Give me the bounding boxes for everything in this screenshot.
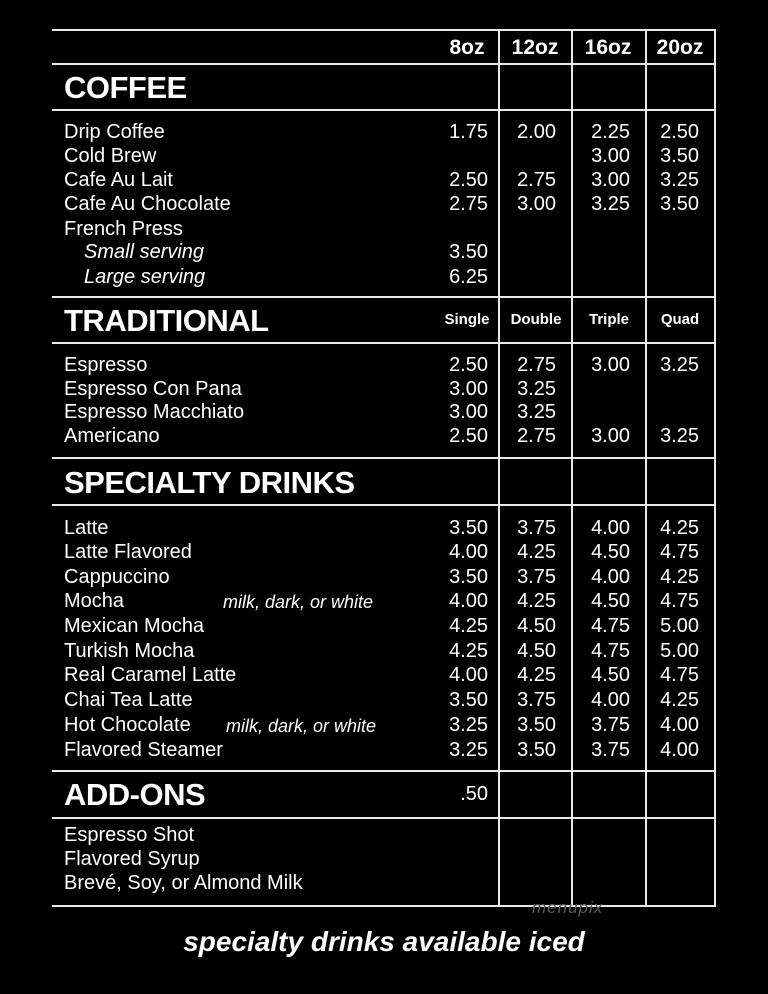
price: 4.50 <box>517 615 556 637</box>
price: 4.75 <box>660 541 699 563</box>
price: 3.75 <box>591 714 630 736</box>
price: 3.50 <box>449 566 488 588</box>
price: 4.00 <box>591 566 630 588</box>
price: 3.25 <box>591 193 630 215</box>
rule-coffee-end <box>52 296 716 298</box>
price: 3.50 <box>449 241 488 263</box>
price: 3.50 <box>517 739 556 761</box>
price: 3.00 <box>591 354 630 376</box>
menu-item: Turkish Mocha <box>64 640 195 662</box>
price: 2.50 <box>449 425 488 447</box>
menu-item: Hot Chocolate <box>64 714 191 736</box>
price: 4.00 <box>449 541 488 563</box>
price: 4.00 <box>591 689 630 711</box>
size-header-12oz: 12oz <box>511 36 559 59</box>
price: 2.75 <box>517 169 556 191</box>
price: 6.25 <box>449 266 488 288</box>
price: 4.00 <box>591 517 630 539</box>
menu-item: Mocha <box>64 590 125 612</box>
rule-specialty-end <box>52 770 716 772</box>
menu-item: Espresso Macchiato <box>64 401 245 423</box>
rule-specialty-title <box>52 504 716 506</box>
price: 4.25 <box>517 590 556 612</box>
price: 3.25 <box>660 425 699 447</box>
price: 3.25 <box>517 401 556 423</box>
price: 4.00 <box>449 590 488 612</box>
price: 2.75 <box>517 425 556 447</box>
section-title-traditional: TRADITIONAL <box>64 303 269 338</box>
menu-item: Drip Coffee <box>64 121 165 143</box>
menu-item: Latte <box>64 517 109 539</box>
price: 1.75 <box>449 121 488 143</box>
price: 3.75 <box>517 517 556 539</box>
price: 4.75 <box>591 615 630 637</box>
price: 4.50 <box>591 664 630 686</box>
price: 3.00 <box>591 145 630 167</box>
menu-item: Cafe Au Chocolate <box>64 193 231 215</box>
price: 4.50 <box>517 640 556 662</box>
menu-item: Espresso Con Pana <box>64 378 242 400</box>
price: 3.25 <box>660 169 699 191</box>
price: 4.25 <box>449 615 488 637</box>
price: 2.50 <box>449 169 488 191</box>
price: 3.75 <box>517 566 556 588</box>
size-header-16oz: 16oz <box>584 36 632 59</box>
price: 2.25 <box>591 121 630 143</box>
rule-addons-title <box>52 817 716 819</box>
price: 2.75 <box>517 354 556 376</box>
price: 3.25 <box>449 714 488 736</box>
column-divider <box>714 29 716 907</box>
rule-coffee-title <box>52 109 716 111</box>
menu-item: Flavored Steamer <box>64 739 223 761</box>
price: 3.50 <box>517 714 556 736</box>
price: 4.75 <box>660 664 699 686</box>
price: 5.00 <box>660 615 699 637</box>
price: 3.00 <box>517 193 556 215</box>
rule-traditional-title <box>52 342 716 344</box>
menu-item: Flavored Syrup <box>64 848 200 870</box>
price: 3.50 <box>660 193 699 215</box>
price: 3.25 <box>449 739 488 761</box>
price: 2.00 <box>517 121 556 143</box>
price: 4.50 <box>591 590 630 612</box>
rule-top <box>52 29 716 31</box>
menu-item: Cafe Au Lait <box>64 169 173 191</box>
menu-item-option: Large serving <box>84 266 206 288</box>
menu-item: Brevé, Soy, or Almond Milk <box>64 872 303 894</box>
price: 3.75 <box>517 689 556 711</box>
footer-note: specialty drinks available iced <box>183 926 585 957</box>
price: 4.00 <box>660 714 699 736</box>
menu-item: Real Caramel Latte <box>64 664 237 686</box>
menu-item: Espresso Shot <box>64 824 195 846</box>
price: 4.75 <box>591 640 630 662</box>
menu-item: Chai Tea Latte <box>64 689 193 711</box>
menu-item: Mexican Mocha <box>64 615 205 637</box>
price: 4.50 <box>591 541 630 563</box>
addons-price: .50 <box>460 783 488 805</box>
menu-item: Cappuccino <box>64 566 170 588</box>
price: 2.50 <box>660 121 699 143</box>
price: 3.75 <box>591 739 630 761</box>
price: 3.50 <box>449 689 488 711</box>
section-title-addons: ADD-ONS <box>64 777 206 812</box>
price: 3.50 <box>449 517 488 539</box>
price: 3.00 <box>449 378 488 400</box>
price: 2.50 <box>449 354 488 376</box>
price: 3.00 <box>591 169 630 191</box>
size-header-8oz: 8oz <box>449 36 485 59</box>
price: 4.25 <box>660 566 699 588</box>
rule-traditional-end <box>52 457 716 459</box>
item-note: milk, dark, or white <box>223 592 374 612</box>
price: 4.25 <box>517 664 556 686</box>
price: 4.00 <box>449 664 488 686</box>
price: 3.00 <box>449 401 488 423</box>
item-note: milk, dark, or white <box>226 716 377 736</box>
watermark: menupix <box>532 898 604 917</box>
price: 3.50 <box>660 145 699 167</box>
size-header-quad: Quad <box>660 311 700 328</box>
price: 3.00 <box>591 425 630 447</box>
column-divider <box>498 29 500 907</box>
size-header-double: Double <box>510 311 562 328</box>
price: 2.75 <box>449 193 488 215</box>
rule-header-bottom <box>52 63 716 65</box>
section-title-specialty: SPECIALTY DRINKS <box>64 465 355 500</box>
rule-bottom <box>52 905 716 907</box>
section-title-coffee: COFFEE <box>64 70 187 105</box>
price: 4.25 <box>517 541 556 563</box>
menu-item: Espresso <box>64 354 148 376</box>
menu-item: Cold Brew <box>64 145 157 167</box>
menu-item: Americano <box>64 425 160 447</box>
size-header-triple: Triple <box>588 311 629 328</box>
price: 4.25 <box>660 689 699 711</box>
menu-item: Latte Flavored <box>64 541 192 563</box>
price: 4.75 <box>660 590 699 612</box>
price: 4.25 <box>660 517 699 539</box>
menu-item: French Press <box>64 218 183 240</box>
size-header-single: Single <box>444 311 490 328</box>
price: 3.25 <box>660 354 699 376</box>
price: 3.25 <box>517 378 556 400</box>
price: 4.00 <box>660 739 699 761</box>
size-header-20oz: 20oz <box>656 36 704 59</box>
menu-item-option: Small serving <box>84 241 205 263</box>
price: 4.25 <box>449 640 488 662</box>
price: 5.00 <box>660 640 699 662</box>
